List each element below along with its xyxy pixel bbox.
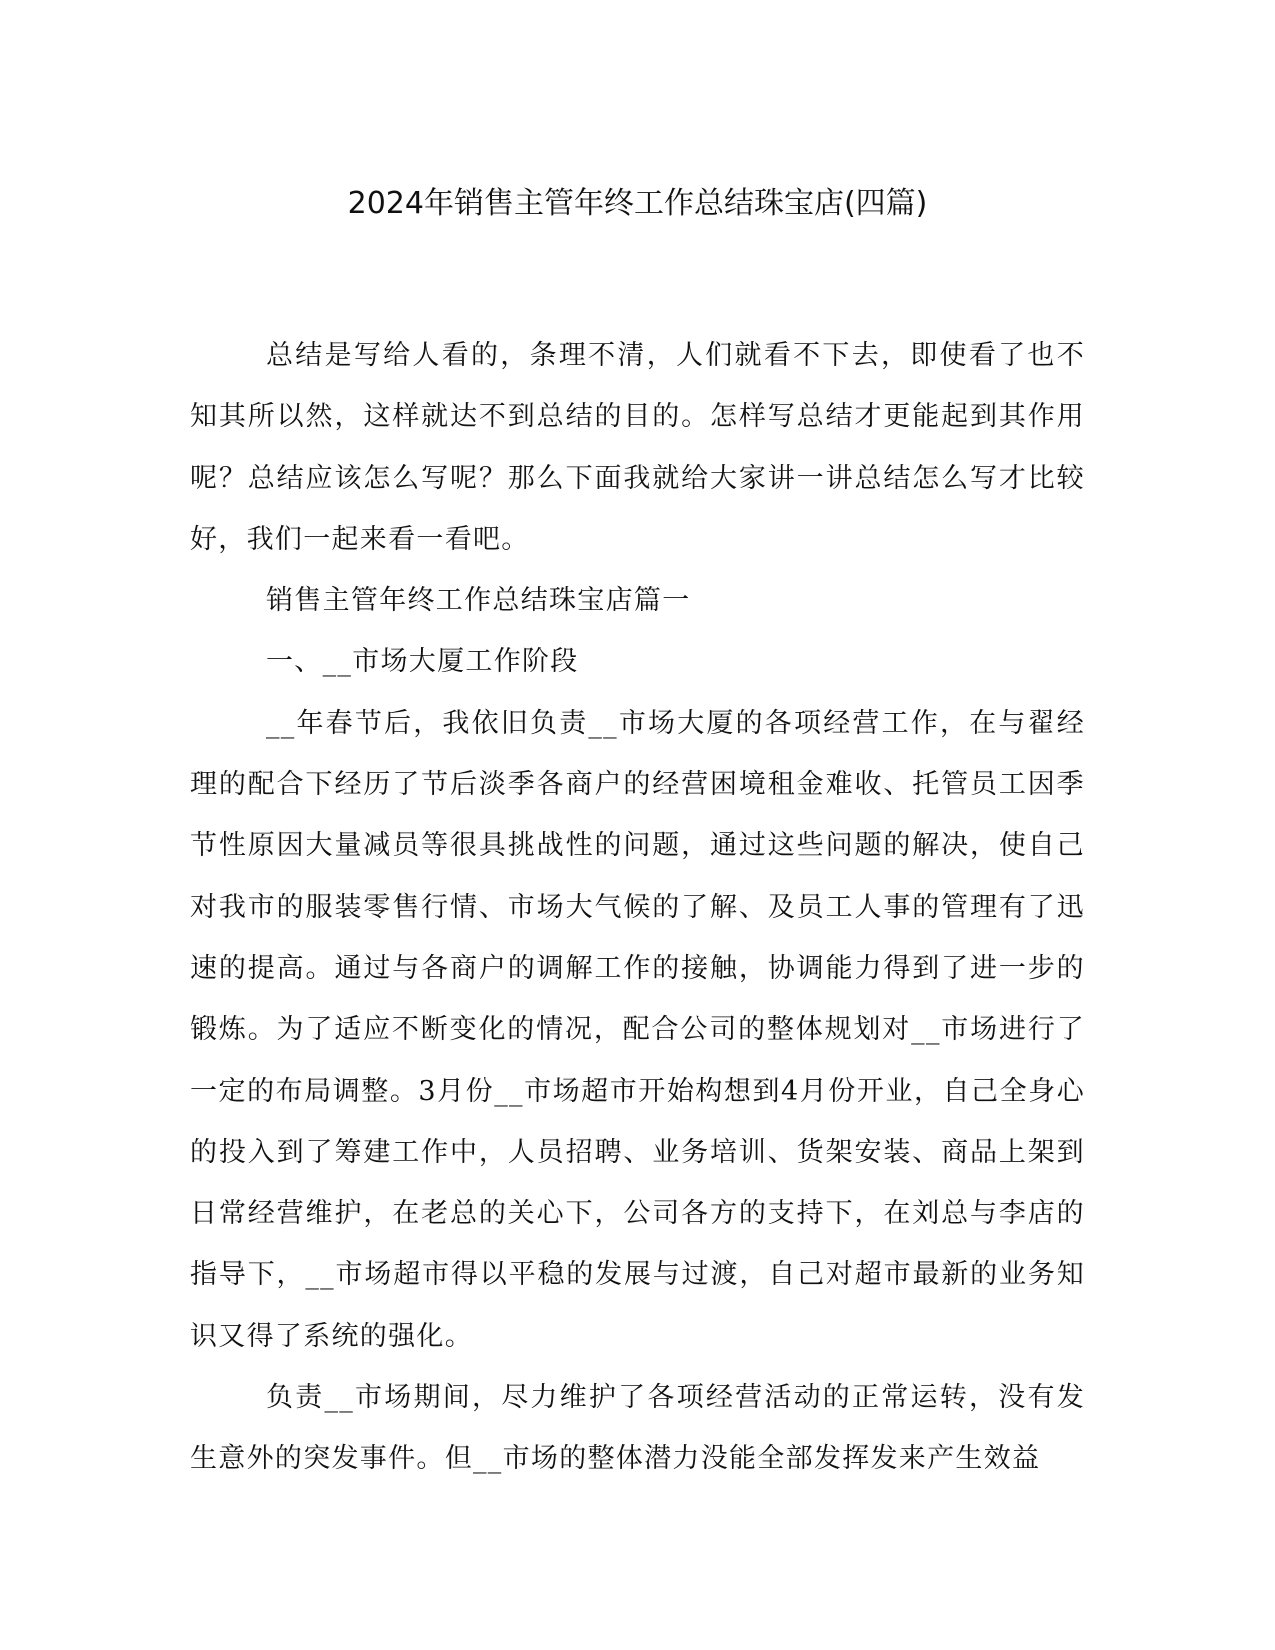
body-paragraph: 负责__市场期间，尽力维护了各项经营活动的正常运转，没有发生意外的突发事件。但__市场的整体潜力没能全部发挥发来产生效益 bbox=[190, 1382, 1085, 1475]
subsection-heading: 一、__市场大厦工作阶段 bbox=[266, 646, 579, 678]
document-body bbox=[190, 325, 1085, 1490]
intro-paragraph: 总结是写给人看的，条理不清，人们就看不下去，即使看了也不知其所以然，这样就达不到总结的目的。怎样写总结才更能起到其作用呢？总结应该怎么写呢？那么下面我就给大家讲一讲总结怎么写才比较好，我们一起来看一看吧。 bbox=[190, 340, 1085, 555]
body-paragraph: __年春节后，我依旧负责__市场大厦的各项经营工作，在与翟经理的配合下经历了节后淡季各商户的经营困境租金难收、托管员工因季节性原因大量减员等很具挑战性的问题，通过这些问题的解决，使自己对我市的服装零售行情、市场大气候的了解、及员工人事的管理有了迅速的提高。通过与各商户的调解工作的接触，协调能力得到了进一步的锻炼。为了适应不断变化的情况，配合公司的整体规划对__市场进行了一定的布局调整。3月份__市场超市开始构想到4月份开业，自己全身心的投入到了筹建工作中，人员招聘、业务培训、货架安装、商品上架到日常经营维护，在老总的关心下，公司各方的支持下，在刘总与李店的指导下，__市场超市得以平稳的发展与过渡，自己对超市最新的业务知识又得了系统的强化。 bbox=[190, 707, 1085, 1352]
section-heading: 销售主管年终工作总结珠宝店篇一 bbox=[266, 585, 691, 617]
document-title: 2024年销售主管年终工作总结珠宝店(四篇) bbox=[347, 186, 928, 221]
